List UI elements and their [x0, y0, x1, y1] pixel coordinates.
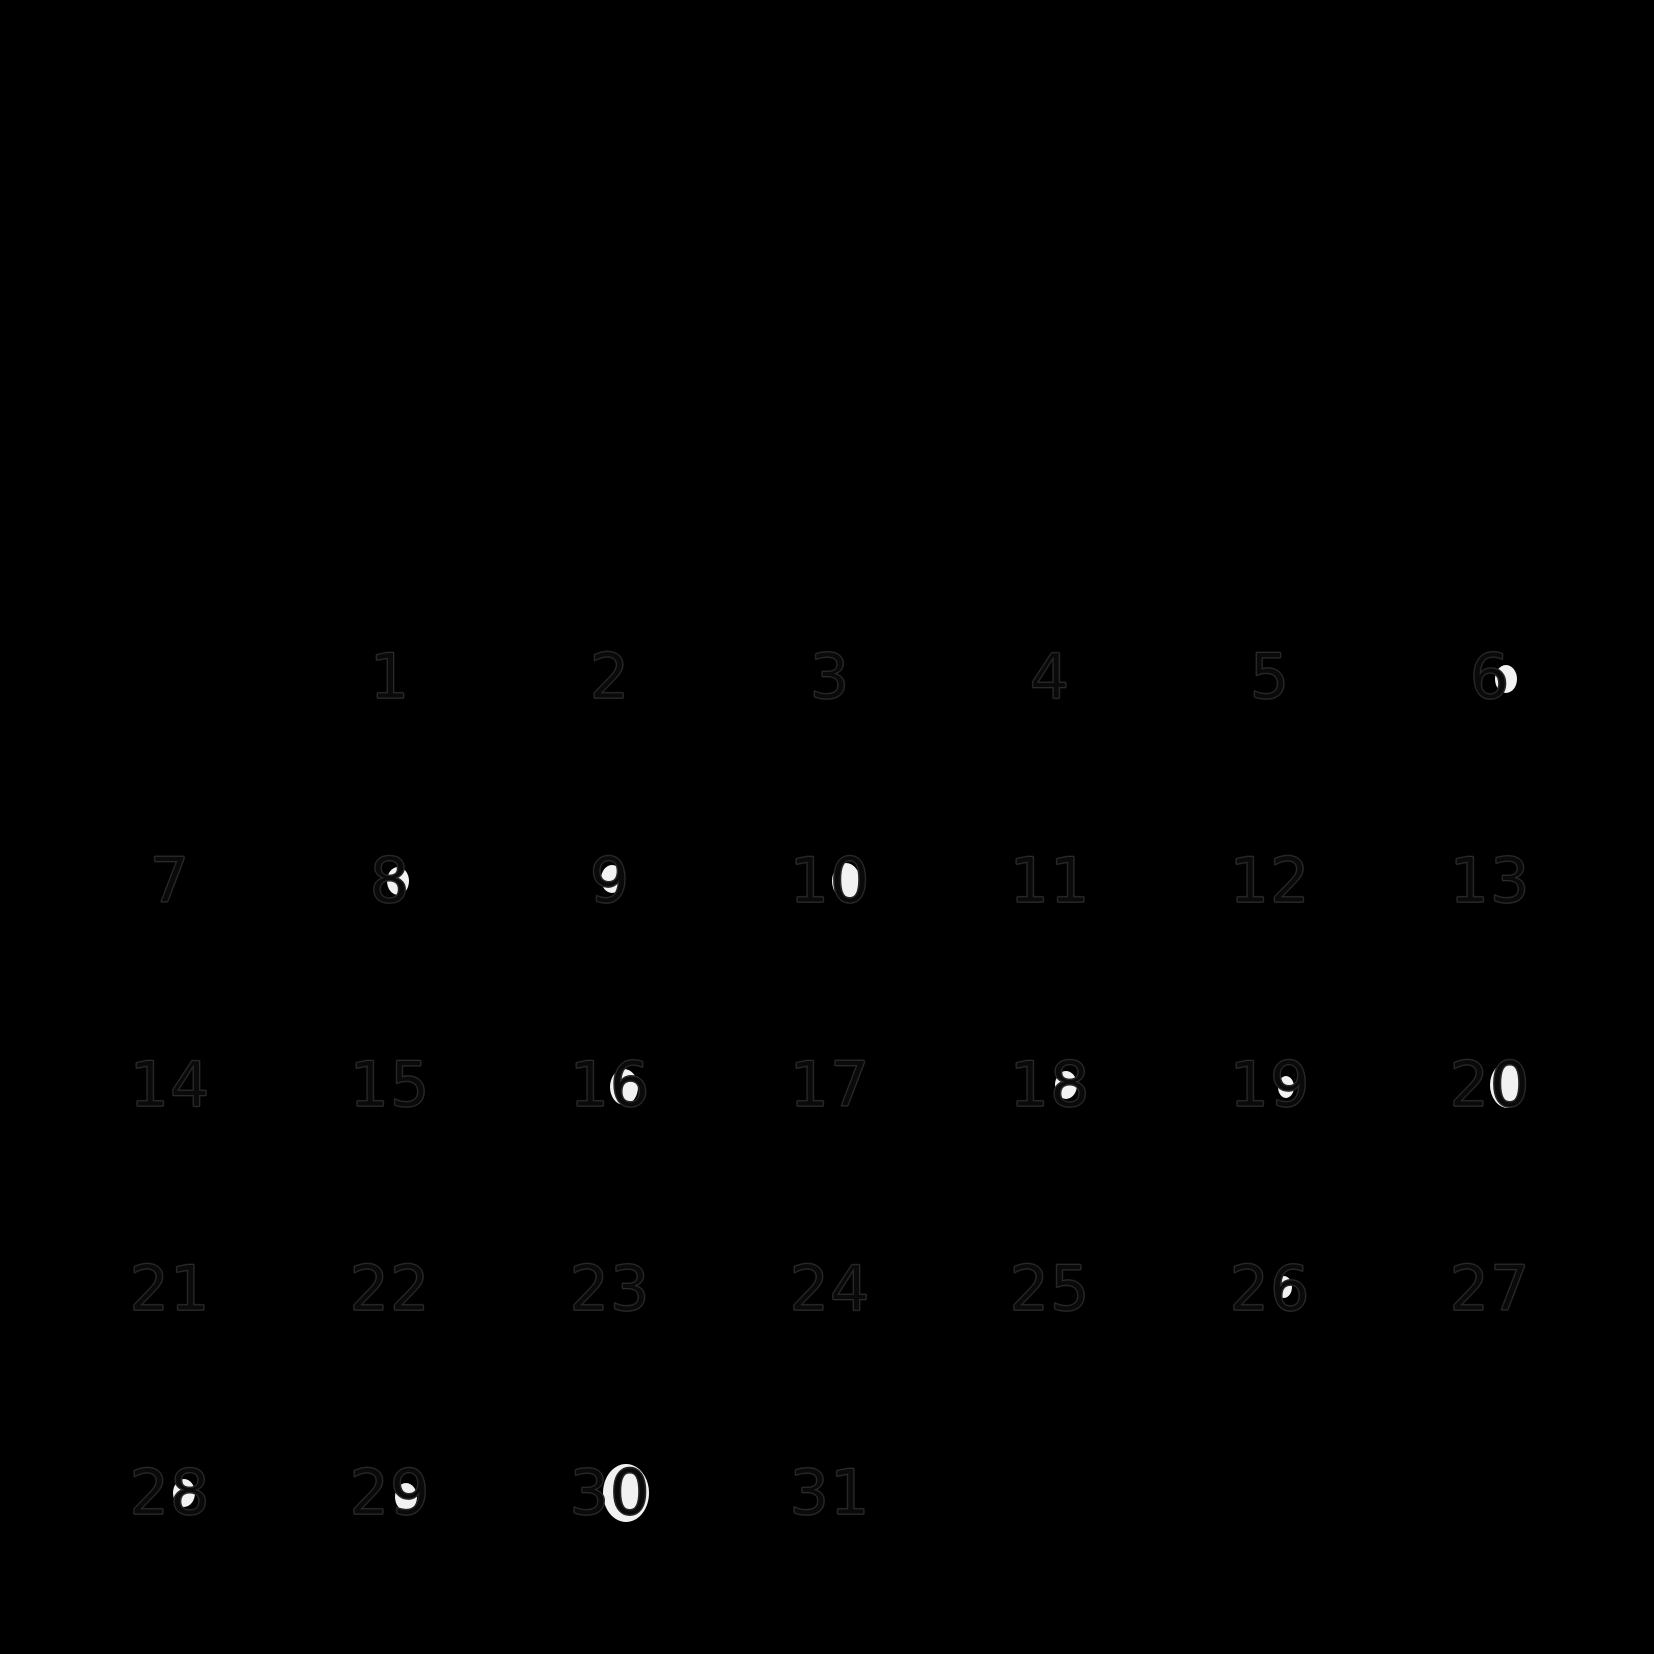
calendar-day-cell[interactable] — [720, 983, 940, 1187]
calendar-day-cell[interactable] — [60, 1391, 280, 1595]
calendar-day-cell[interactable] — [60, 1187, 280, 1391]
day-number: 14 — [129, 1048, 211, 1121]
day-number: 12 — [1229, 844, 1311, 917]
day-number: 18 — [1009, 1048, 1091, 1121]
calendar-day-cell[interactable] — [720, 575, 940, 779]
calendar-day-cell[interactable] — [280, 779, 500, 983]
day-number: 7 — [149, 844, 191, 917]
calendar-day-cell[interactable] — [1160, 983, 1380, 1187]
calendar-cell-empty — [60, 575, 280, 779]
calendar-day-cell[interactable] — [500, 983, 720, 1187]
day-number: 24 — [789, 1252, 871, 1325]
day-number: 5 — [1249, 640, 1291, 713]
calendar-day-cell[interactable] — [280, 983, 500, 1187]
calendar-cell-empty — [1160, 1391, 1380, 1595]
day-number: 11 — [1009, 844, 1091, 917]
day-number: 13 — [1449, 844, 1531, 917]
calendar-day-cell[interactable] — [720, 779, 940, 983]
day-number: 28 — [129, 1456, 211, 1529]
calendar-day-cell[interactable] — [500, 1391, 720, 1595]
calendar-cell-empty — [1380, 1391, 1600, 1595]
day-number: 25 — [1009, 1252, 1091, 1325]
day-number: 27 — [1449, 1252, 1531, 1325]
calendar-day-cell[interactable] — [1380, 575, 1600, 779]
calendar-day-cell[interactable] — [500, 779, 720, 983]
calendar-day-cell[interactable] — [280, 575, 500, 779]
calendar-day-cell[interactable] — [720, 1391, 940, 1595]
calendar-day-cell[interactable] — [940, 1187, 1160, 1391]
day-number: 29 — [349, 1456, 431, 1529]
calendar-day-cell[interactable] — [60, 983, 280, 1187]
day-number: 21 — [129, 1252, 211, 1325]
calendar-day-cell[interactable] — [500, 1187, 720, 1391]
day-number: 20 — [1449, 1048, 1531, 1121]
day-number: 26 — [1229, 1252, 1311, 1325]
day-number: 9 — [589, 844, 631, 917]
day-number: 8 — [369, 844, 411, 917]
day-number: 10 — [789, 844, 871, 917]
calendar-cell-empty — [940, 1391, 1160, 1595]
calendar-day-cell[interactable] — [1380, 779, 1600, 983]
calendar-day-cell[interactable] — [1160, 779, 1380, 983]
day-number: 6 — [1469, 640, 1511, 713]
calendar-day-cell[interactable] — [940, 983, 1160, 1187]
calendar-day-cell[interactable] — [500, 575, 720, 779]
day-number: 22 — [349, 1252, 431, 1325]
day-number: 30 — [569, 1456, 651, 1529]
day-number: 23 — [569, 1252, 651, 1325]
calendar-day-cell[interactable] — [720, 1187, 940, 1391]
calendar-grid — [60, 575, 1600, 1595]
calendar-day-cell[interactable] — [280, 1187, 500, 1391]
calendar-day-cell[interactable] — [1380, 1187, 1600, 1391]
day-number: 16 — [569, 1048, 651, 1121]
calendar-day-cell[interactable] — [940, 575, 1160, 779]
calendar-day-cell[interactable] — [1160, 575, 1380, 779]
calendar-day-cell[interactable] — [1380, 983, 1600, 1187]
calendar-day-cell[interactable] — [60, 779, 280, 983]
calendar-day-cell[interactable] — [1160, 1187, 1380, 1391]
day-number: 4 — [1029, 640, 1071, 713]
day-number: 15 — [349, 1048, 431, 1121]
day-number: 1 — [369, 640, 411, 713]
day-number: 19 — [1229, 1048, 1311, 1121]
day-number: 17 — [789, 1048, 871, 1121]
day-number: 3 — [809, 640, 851, 713]
day-number: 2 — [589, 640, 631, 713]
calendar-day-cell[interactable] — [280, 1391, 500, 1595]
calendar-day-cell[interactable] — [940, 779, 1160, 983]
day-number: 31 — [789, 1456, 871, 1529]
